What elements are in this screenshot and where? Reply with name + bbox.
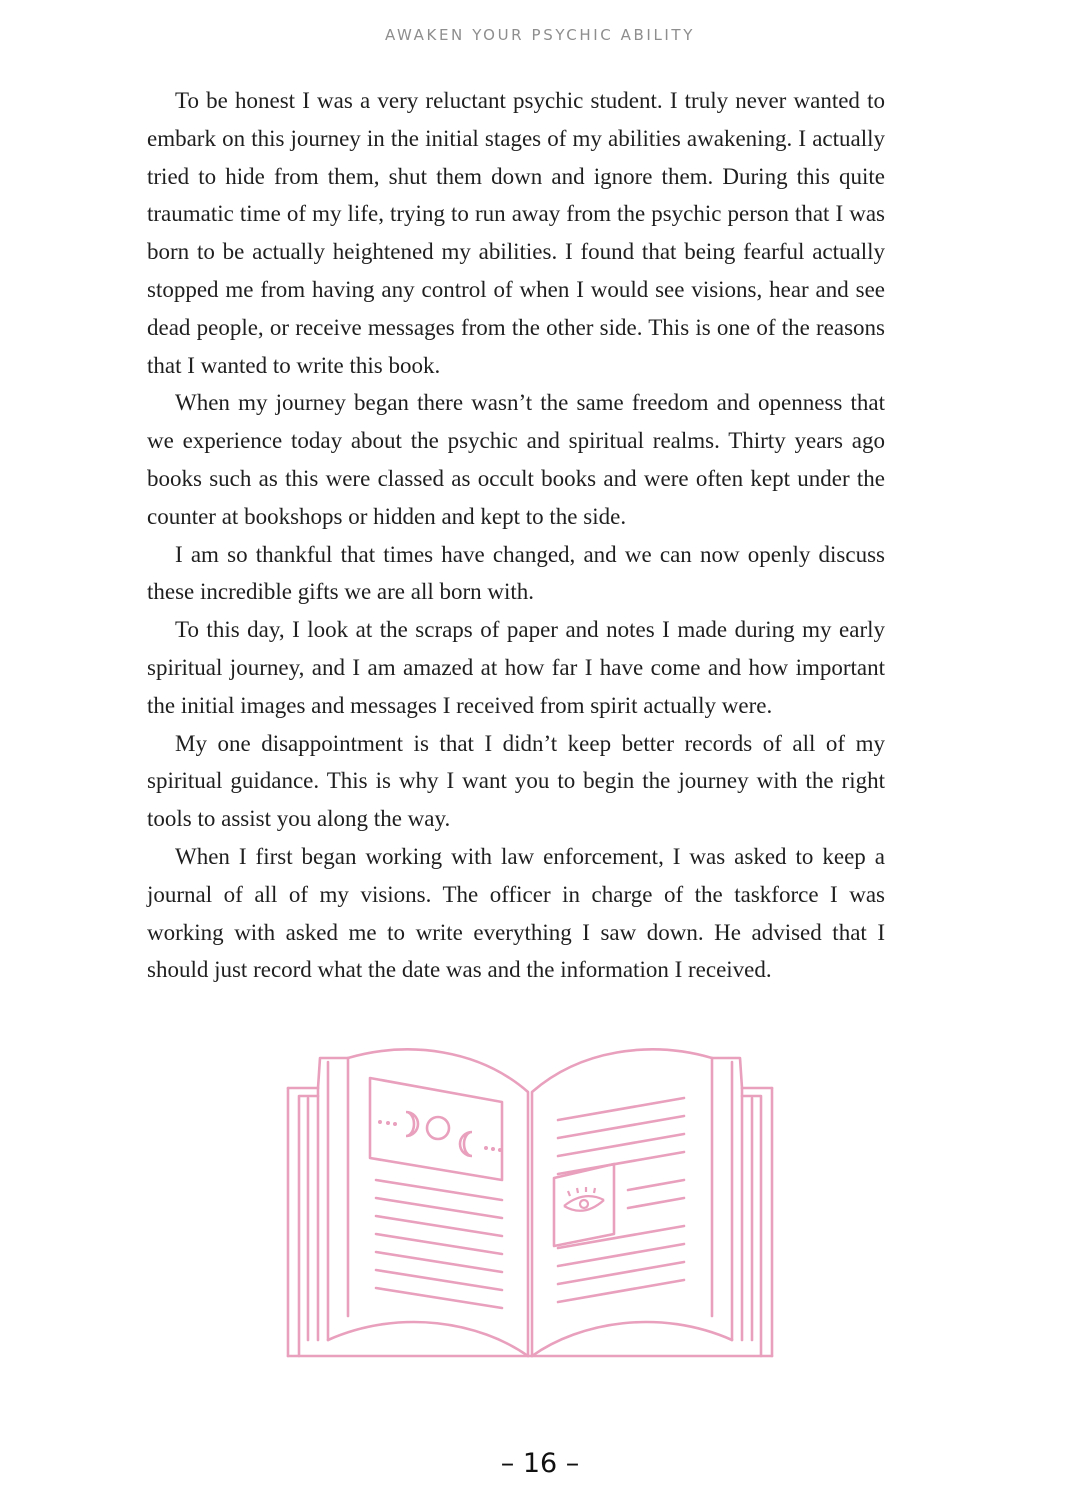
paragraph: I am so thankful that times have changed, and we can now openly discuss these incredible gifts we are all born with. [147, 541, 885, 605]
paragraph: My one disappointment is that I didn’t keep better records of all of my spiritual guidance. This is why I want you to begin the journey with the right tools to assist you along the way. [147, 730, 885, 832]
paragraph: To this day, I look at the scraps of paper and notes I made during my early spiritual journey, and I am amazed at how far I have come and how important the initial images and messages I received from spirit actually were. [147, 617, 885, 718]
open-book-icon [280, 1040, 780, 1370]
paragraph: When I first began working with law enforcement, I was asked to keep a journal of all of my visions. The officer in charge of the taskforce I was working with asked me to write everything I saw down. He advised that I should just record what the date was and the information I received. [147, 843, 885, 983]
open-book-illustration [280, 1040, 780, 1370]
running-header: AWAKEN YOUR PSYCHIC ABILITY [385, 26, 695, 44]
body-text [147, 82, 885, 989]
page-number: – 16 – [500, 1448, 580, 1479]
paragraph: To be honest I was a very reluctant psychic student. I truly never wanted to embark on this journey in the initial stages of my abilities awakening. I actually tried to hide from them, shut them down and ignore them. During this quite traumatic time of my life, trying to run away from the psychic person that I was born to be actually heightened my abilities. I found that being fearful actually stopped me from having any control of when I would see visions, hear and see dead people, or receive messages from the other side. This is one of the reasons that I wanted to write this book. [147, 88, 885, 378]
paragraph: When my journey began there wasn’t the same freedom and openness that we experience today about the psychic and spiritual realms. Thirty years ago books such as this were classed as occult books and were often kept under the counter at bookshops or hidden and kept to the side. [147, 390, 885, 529]
